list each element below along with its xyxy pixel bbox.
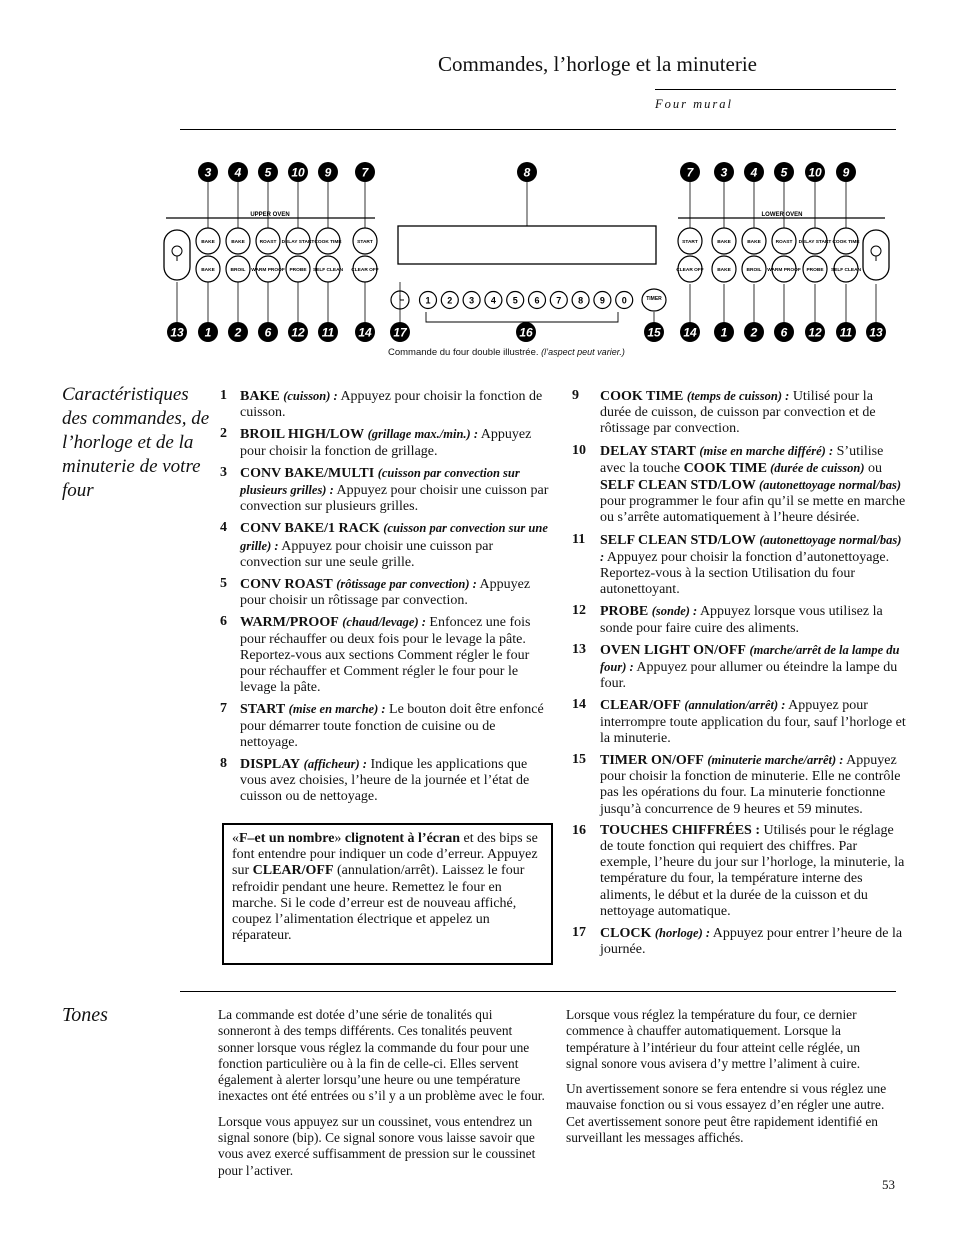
- feature-number: 2: [220, 426, 227, 442]
- control-panel-diagram: [160, 150, 900, 365]
- feature-text: Enfoncez une fois pour réchauffer ou deux fois pour le levage la pâte. Reportez-vous aux sections Comment régler le four pour réchauffer et Comment régler le four pour le levage la pâte.: [240, 615, 531, 696]
- callout-number: 12: [808, 325, 822, 340]
- lower-oven-label: LOWER OVEN: [761, 212, 803, 218]
- feature-number: 9: [572, 388, 579, 403]
- callout-number: 11: [321, 325, 335, 340]
- feature-name: CONV BAKE/1 RACK: [240, 521, 380, 537]
- panel-button-label: START: [682, 240, 698, 245]
- callout-number: 10: [291, 165, 305, 180]
- keypad-digit-label: 6: [534, 295, 540, 306]
- feature-subtitle: (afficheur) :: [303, 757, 367, 772]
- upper-oven-label: UPPER OVEN: [250, 212, 290, 218]
- feature-name: START: [240, 702, 286, 718]
- feature-text: Appuyez pour choisir la fonction de minuterie. Elle ne contrôle pas les opérations du four. La minuterie fonctionne jusqu’à concurrence de 9 heures et 59 minutes.: [600, 753, 901, 817]
- feature-name: CONV BAKE/MULTI: [240, 465, 375, 481]
- feature-number: 14: [572, 697, 586, 713]
- panel-button-label: SELF CLEAN: [312, 268, 344, 273]
- feature-text: Appuyez pour allumer ou éteindre la lampe du four.: [600, 660, 898, 692]
- panel-button-label: PROBE: [289, 268, 307, 273]
- feature-item-1: [220, 388, 552, 421]
- feature-text: pour programmer le four afin qu’il se mette en marche ou s’arrête automatiquement à l’heure désirée.: [600, 494, 906, 526]
- error-code-notice: [222, 823, 553, 965]
- panel-button-label: WARM PROOF: [767, 268, 801, 273]
- feature-item-2: [220, 426, 552, 459]
- panel-button-label: BAKE: [201, 268, 215, 273]
- keypad-digit-label: 3: [469, 295, 475, 306]
- keypad-digit-label: 7: [556, 295, 562, 306]
- feature-name: DISPLAY: [240, 757, 301, 773]
- tones-column-left: [218, 1007, 548, 1188]
- feature-number: 15: [572, 752, 586, 768]
- keypad-digit-label: 4: [490, 295, 496, 306]
- panel-button-label: CLEAR OFF: [676, 268, 704, 273]
- feature-item-12: [572, 603, 906, 636]
- panel-button-label: BAKE: [747, 240, 761, 245]
- notice-text-2: (annulation/arrêt). Laissez le four refroidir pendant une heure. Remettez le four en marche. Si le code d’erreur est de nouveau affiché, coupez l’alimentation électrique et appelez un réparateur.: [232, 863, 525, 944]
- panel-button-label: WARM PROOF: [251, 268, 285, 273]
- feature-name: TIMER ON/OFF: [600, 753, 704, 769]
- keypad-bracket: [426, 312, 618, 322]
- page-number: 53: [882, 1177, 895, 1192]
- feature-text: Utilisés pour le réglage de toute fonction qui requiert des chiffres. Par exemple, l’heure du jour sur l’horloge, la minuterie, la température du four, la température interne des aliments, le début et la durée de la cuisson et du nettoyage automatique.: [600, 822, 905, 919]
- callout-number: 1: [720, 325, 728, 340]
- feature-number: 1: [220, 388, 227, 403]
- feature-name: COOK TIME: [600, 389, 684, 404]
- feature-name: CONV ROAST: [240, 577, 333, 593]
- features-heading: Caractéristiques des commandes, de l’horloge et de la minuterie de votre four: [62, 384, 210, 501]
- callout-number: 16: [519, 325, 533, 340]
- keypad-digit-label: 9: [599, 295, 605, 306]
- notice-key: CLEAR/OFF: [252, 863, 334, 879]
- panel-button-label: SELF CLEAN: [830, 268, 862, 273]
- callout-number: 5: [780, 165, 788, 180]
- page-header-title: Commandes, l’horloge et la minuterie: [438, 52, 757, 76]
- oven-light-button: [164, 230, 190, 280]
- feature-number: 12: [572, 603, 586, 619]
- panel-button-label: ROAST: [775, 240, 793, 245]
- feature-item-14: [572, 697, 906, 747]
- feature-name: TOUCHES CHIFFRÉES :: [600, 822, 760, 838]
- header-rule: [655, 89, 896, 90]
- feature-name: CLOCK: [600, 926, 652, 942]
- feature-item-7: [220, 701, 552, 751]
- panel-button-label: BROIL: [230, 268, 246, 273]
- feature-item-17: [572, 925, 906, 958]
- section-rule-tones: [180, 991, 896, 992]
- display-window: [398, 226, 656, 264]
- callout-number: 2: [750, 325, 758, 340]
- keypad-digit-label: 2: [447, 295, 453, 306]
- feature-subtitle: (cuisson par convection sur plusieurs grilles) :: [240, 465, 520, 498]
- feature-item-5: [220, 576, 552, 609]
- feature-number: 8: [220, 756, 227, 772]
- feature-text: Appuyez pour interrompre toute application du four, sauf l’horloge et la minuterie.: [600, 698, 906, 746]
- tones-paragraph: La commande est dotée d’une série de tonalités qui sonneront à des temps différents. Ces tonalités peuvent sonner lorsque vous réglez la commande du four pour une fonction particulière ou à la fin de celle-ci. Elles servent également à alerter lorsqu’une heure ou une température inexactes ont été entrées ou s’il y a un problème avec le four.: [218, 1007, 545, 1104]
- feature-subtitle: (annulation/arrêt) :: [684, 698, 786, 713]
- callout-number: 3: [204, 165, 212, 180]
- panel-button-label: BAKE: [717, 268, 731, 273]
- feature-number: 5: [220, 576, 227, 592]
- panel-button-label: ROAST: [259, 240, 277, 245]
- feature-text: Appuyez pour choisir la fonction d’autonettoyage. Reportez-vous à la section Utilisation du four autonettoyant.: [600, 549, 890, 598]
- feature-subtitle: (rôtissage par convection) :: [336, 577, 477, 592]
- callout-number: 14: [358, 325, 372, 340]
- callout-number: 14: [683, 325, 697, 340]
- feature-number: 13: [572, 641, 586, 657]
- panel-button-label: BAKE: [717, 240, 731, 245]
- feature-text: Appuyez pour choisir la fonction de grillage.: [240, 427, 532, 459]
- callout-number: 17: [393, 325, 407, 340]
- callout-number: 4: [234, 165, 242, 180]
- notice-blink: clignotent à l’écran: [344, 831, 461, 846]
- feature-number: 3: [220, 464, 227, 480]
- tones-paragraph: Lorsque vous réglez la température du four, ce dernier commence à chauffer automatiquement. Lorsque la température à l’intérieur du four atteint celle réglée, un signal sonore vous avisera d’y mettre l’aliment à cuire.: [566, 1007, 861, 1071]
- callout-number: 6: [264, 325, 272, 340]
- callout-number: 7: [361, 165, 369, 180]
- callout-number: 12: [291, 325, 305, 340]
- callout-number: 6: [780, 325, 788, 340]
- feature-subtitle: (cuisson) :: [283, 389, 338, 403]
- feature-item-4: [220, 520, 552, 571]
- section-rule-top: [180, 129, 896, 130]
- panel-button-label: PROBE: [806, 268, 824, 273]
- feature-subtitle: (horloge) :: [654, 926, 711, 941]
- callout-number: 13: [869, 325, 883, 340]
- panel-button-label: BAKE: [231, 240, 245, 245]
- callout-number: 11: [839, 325, 853, 340]
- callout-number: 15: [647, 325, 661, 340]
- feature-name: DELAY START: [600, 443, 696, 459]
- feature-text: Appuyez pour choisir la fonction de cuisson.: [240, 389, 543, 421]
- panel-button-label: DELAY START: [281, 240, 315, 245]
- feature-text: ou: [864, 460, 883, 476]
- caption-note: (l’aspect peut varier.): [541, 347, 625, 357]
- feature-number: 11: [572, 531, 586, 547]
- feature-item-11: [572, 532, 906, 599]
- feature-ref-sub: (autonettoyage normal/bas): [755, 478, 902, 493]
- callout-number: 5: [264, 165, 272, 180]
- feature-item-8: [220, 756, 552, 806]
- feature-subtitle: (marche/arrêt de la lampe du four) :: [600, 642, 900, 675]
- diagram-caption: [388, 347, 625, 358]
- feature-name: BROIL HIGH/LOW: [240, 427, 365, 443]
- tones-paragraph: Lorsque vous appuyez sur un coussinet, vous entendrez un signal sonore (bip). Ce signal sonore vous laisse savoir que vous avez exercé suffisamment de pression sur le coussinet pour l’activer.: [218, 1113, 536, 1178]
- feature-name: PROBE: [600, 604, 649, 620]
- panel-button-label: START: [357, 240, 373, 245]
- keypad-digit-label: 8: [578, 295, 584, 306]
- feature-subtitle: (grillage max./min.) :: [367, 427, 479, 442]
- feature-item-16: [572, 823, 906, 920]
- notice-code: F–et un nombre: [239, 831, 335, 846]
- feature-text: Appuyez lorsque vous utilisez la sonde pour faire cuire des aliments.: [600, 604, 883, 636]
- callout-number: 10: [808, 165, 822, 180]
- tones-column-right: [566, 1007, 890, 1155]
- feature-text: Utilisé pour la durée de cuisson, de cuisson par convection et de rôtissage par convection.: [600, 389, 876, 437]
- callout-number: 13: [170, 325, 184, 340]
- caption-text: Commande du four double illustrée.: [388, 347, 539, 358]
- notice-quote-open: «: [232, 831, 239, 846]
- feature-subtitle: (mise en marche) :: [288, 702, 386, 717]
- feature-text: S’utilise avec la touche: [600, 443, 884, 476]
- feature-subtitle: (sonde) :: [651, 604, 698, 619]
- feature-ref-sub: (durée de cuisson): [766, 460, 865, 475]
- panel-button-label: DELAY START: [798, 240, 832, 245]
- feature-name: OVEN LIGHT ON/OFF: [600, 642, 746, 658]
- feature-subtitle: (temps de cuisson) :: [686, 389, 790, 403]
- feature-ref: SELF CLEAN STD/LOW: [600, 478, 756, 494]
- feature-item-10: [572, 443, 906, 527]
- callout-number: 9: [842, 165, 850, 180]
- callout-number: 7: [686, 165, 694, 180]
- tones-heading: Tones: [62, 1004, 108, 1026]
- feature-text: Appuyez pour choisir une cuisson par convection sur une seule grille.: [240, 538, 494, 570]
- feature-text: Indique les applications que vous avez choisies, l’heure de la journée et l’état de cuisson ou de nettoyage.: [240, 757, 530, 805]
- notice-text-1: et des bips se font entendre pour indiquer un code d’erreur. Appuyez sur: [232, 831, 538, 879]
- callout-number: 4: [750, 165, 758, 180]
- panel-button-label: CLEAR OFF: [351, 268, 379, 273]
- feature-text: Appuyez pour entrer l’heure de la journée.: [600, 926, 903, 958]
- callout-number: 3: [720, 165, 728, 180]
- feature-number: 7: [220, 701, 227, 717]
- callout-number: 9: [324, 165, 332, 180]
- feature-number: 17: [572, 925, 586, 941]
- oven-light-button: [863, 230, 889, 280]
- feature-item-3: [220, 465, 552, 516]
- feature-subtitle: (chaud/levage) :: [342, 615, 426, 630]
- keypad-digit-label: 5: [512, 295, 518, 306]
- feature-subtitle: (cuisson par convection sur une grille) :: [240, 521, 548, 553]
- feature-subtitle: (minuterie marche/arrêt) :: [707, 753, 844, 768]
- tones-paragraph: Un avertissement sonore se fera entendre si vous réglez une mauvaise fonction ou si vous essayez d’en régler une autre. Cet avertissement sonore peut être rapidement identifié en surveillant les messages affichés.: [566, 1081, 887, 1146]
- feature-item-9: [572, 388, 906, 438]
- page-header-subtitle: Four mural: [655, 97, 733, 111]
- features-list-right: [572, 388, 906, 964]
- feature-number: 16: [572, 822, 586, 838]
- feature-item-15: [572, 752, 906, 818]
- feature-name: WARM/PROOF: [240, 615, 339, 631]
- feature-item-6: [220, 614, 552, 696]
- feature-name: SELF CLEAN STD/LOW: [600, 532, 756, 548]
- feature-number: 6: [220, 614, 227, 630]
- feature-subtitle: (autonettoyage normal/bas) :: [600, 532, 902, 564]
- feature-number: 4: [220, 520, 227, 536]
- feature-ref: COOK TIME: [683, 460, 767, 476]
- panel-button-label: COOK TIME: [832, 240, 860, 245]
- feature-name: BAKE: [240, 389, 280, 404]
- feature-item-13: [572, 642, 906, 693]
- feature-number: 10: [572, 442, 586, 458]
- keypad-digit-label: 0: [621, 295, 627, 306]
- timer-button-label: TIMER: [646, 296, 662, 302]
- feature-subtitle: (mise en marche différé) :: [699, 443, 834, 458]
- panel-button-label: BAKE: [201, 240, 215, 245]
- feature-text: Le bouton doit être enfoncé pour démarrer toute fonction de cuisine ou de nettoyage.: [240, 702, 544, 750]
- feature-name: CLEAR/OFF: [600, 698, 681, 714]
- feature-text: Appuyez pour choisir une cuisson par convection sur plusieurs grilles.: [240, 483, 549, 515]
- notice-quote-close: »: [334, 831, 342, 846]
- keypad-digit-label: 1: [425, 295, 431, 306]
- callout-number: 2: [234, 325, 242, 340]
- callout-number: 1: [204, 325, 212, 340]
- panel-button-label: BROIL: [746, 268, 762, 273]
- feature-text: Appuyez pour choisir un rôtissage par convection.: [240, 577, 531, 609]
- features-list-left: [220, 388, 552, 811]
- panel-button-label: COOK TIME: [314, 240, 342, 245]
- callout-number: 8: [523, 165, 531, 180]
